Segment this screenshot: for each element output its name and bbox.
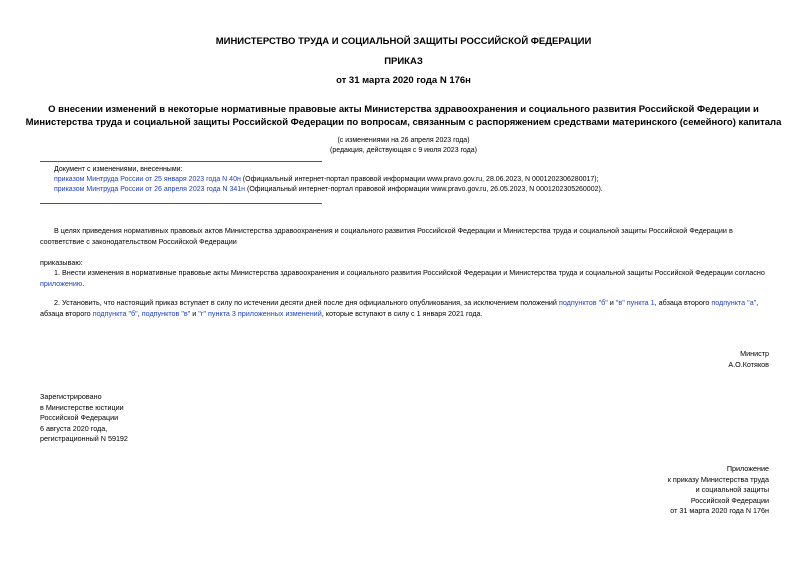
paragraph-2 bbox=[40, 298, 770, 319]
p2-link-subitem-b[interactable]: подпункта "б" bbox=[92, 308, 138, 318]
appendix-line-1: Приложение bbox=[726, 464, 769, 473]
order-word: приказываю: bbox=[40, 258, 83, 267]
amendment-item-1-source: (Официальный интернет-портал правовой информации www.pravo.gov.ru, 28.06.2023, N 0001202306280017); bbox=[240, 176, 599, 183]
title-line-2: Министерства труда и социальной защиты Российской Федерации по вопросам, связанным с распоряжением средствами материнского (семейного) капитала bbox=[25, 117, 782, 128]
signature-name: А.О.Котяков bbox=[728, 359, 769, 369]
amendment-item-1 bbox=[54, 175, 794, 185]
amendment-item-2 bbox=[54, 185, 794, 195]
amendments-bottom-rule bbox=[40, 203, 322, 204]
amendment-item-2-source: (Официальный интернет-портал правовой информации www.pravo.gov.ru, 26.05.2023, N 0001202305260002). bbox=[245, 186, 603, 193]
registration-line-3: Российской Федерации bbox=[40, 413, 119, 422]
appendix-line-3: и социальной защиты bbox=[695, 485, 769, 494]
amendments-block bbox=[54, 165, 794, 195]
signature-position: Министр bbox=[740, 349, 769, 358]
paragraph-1-end: . bbox=[82, 278, 85, 288]
p2-link-item3-changes[interactable]: "г" пункта 3 приложенных изменений bbox=[198, 308, 322, 318]
amendments-top-rule bbox=[40, 161, 322, 162]
appendix-line-4: Российской Федерации bbox=[690, 495, 769, 505]
p2-text-e: абзаца второго bbox=[40, 308, 93, 318]
title-line-1: О внесении изменений в некоторые нормативные правовые акты Министерства здравоохранения и социального развития Российской Федерации и bbox=[48, 104, 759, 115]
p2-text-a: 2. Установить, что настоящий приказ вступает в силу по истечении десяти дней после дня официального опубликования, за исключением положений bbox=[54, 298, 559, 307]
amendments-intro: Документ с изменениями, внесенными: bbox=[54, 166, 183, 173]
preamble-line-2: соответствие с законодательством Российской Федерации bbox=[40, 236, 237, 246]
preamble bbox=[40, 226, 770, 247]
p2-text-g: и bbox=[190, 308, 199, 318]
appendix-line-5: от 31 марта 2020 года N 176н bbox=[670, 506, 769, 515]
p2-link-item1-v[interactable]: "в" пункта 1 bbox=[615, 298, 655, 307]
paragraph-1-line-2 bbox=[40, 279, 770, 290]
preamble-line-1: В целях приведения нормативных правовых актов Министерства здравоохранения и социального развития Российской Федерации и Министерства труда и социальной защиты Российской Федерации в bbox=[54, 226, 733, 235]
registration-line-5: регистрационный N 59192 bbox=[40, 434, 128, 443]
paragraph-2-line-2 bbox=[40, 309, 770, 320]
p2-text-d: , bbox=[756, 298, 759, 307]
p2-text-b: и bbox=[607, 298, 616, 307]
changes-note: (с изменениями на 26 апреля 2023 года) bbox=[337, 137, 470, 144]
appendix-link[interactable]: приложению bbox=[40, 278, 83, 288]
edition-note: (редакция, действующая с 9 июля 2023 года) bbox=[330, 147, 477, 154]
p2-text-f: , bbox=[137, 308, 142, 318]
registration-line-2: в Министерстве юстиции bbox=[40, 402, 124, 412]
signature bbox=[569, 349, 769, 370]
appendix-line-2: к приказу Министерства труда bbox=[667, 474, 769, 484]
p2-text-c: , абзаца второго bbox=[654, 298, 712, 307]
registration-line-1: Зарегистрировано bbox=[40, 392, 102, 401]
registration-block bbox=[40, 392, 240, 445]
registration-line-4: 6 августа 2020 года, bbox=[40, 423, 108, 433]
amendment-link-2[interactable]: приказом Минтруда России от 26 апреля 2023 года N 341н bbox=[54, 186, 246, 193]
amendment-link-1[interactable]: приказом Минтруда России от 25 января 2023 года N 40н bbox=[54, 176, 241, 183]
p2-text-h: , которые вступают в силу с 1 января 2021 года. bbox=[321, 308, 483, 318]
appendix-reference bbox=[509, 464, 769, 517]
paragraph-1 bbox=[40, 268, 770, 289]
p2-link-subitem-a[interactable]: подпункта "а" bbox=[711, 298, 757, 307]
document-date: от 31 марта 2020 года N 176н bbox=[336, 75, 471, 86]
p2-link-subitems-b[interactable]: подпунктов "б" bbox=[558, 298, 608, 307]
document-type: ПРИКАЗ bbox=[384, 56, 423, 67]
p2-link-subitems-v[interactable]: подпунктов "в" bbox=[141, 308, 191, 318]
ministry-title: МИНИСТЕРСТВО ТРУДА И СОЦИАЛЬНОЙ ЗАЩИТЫ РОССИЙСКОЙ ФЕДЕРАЦИИ bbox=[215, 36, 592, 47]
paragraph-2-line-1 bbox=[40, 298, 770, 309]
document-title bbox=[0, 103, 807, 129]
paragraph-1-line-1: 1. Внести изменения в нормативные правовые акты Министерства здравоохранения и социального развития Российской Федерации и Министерства труда и социальной защиты Российской Федерации согласно bbox=[54, 268, 765, 277]
